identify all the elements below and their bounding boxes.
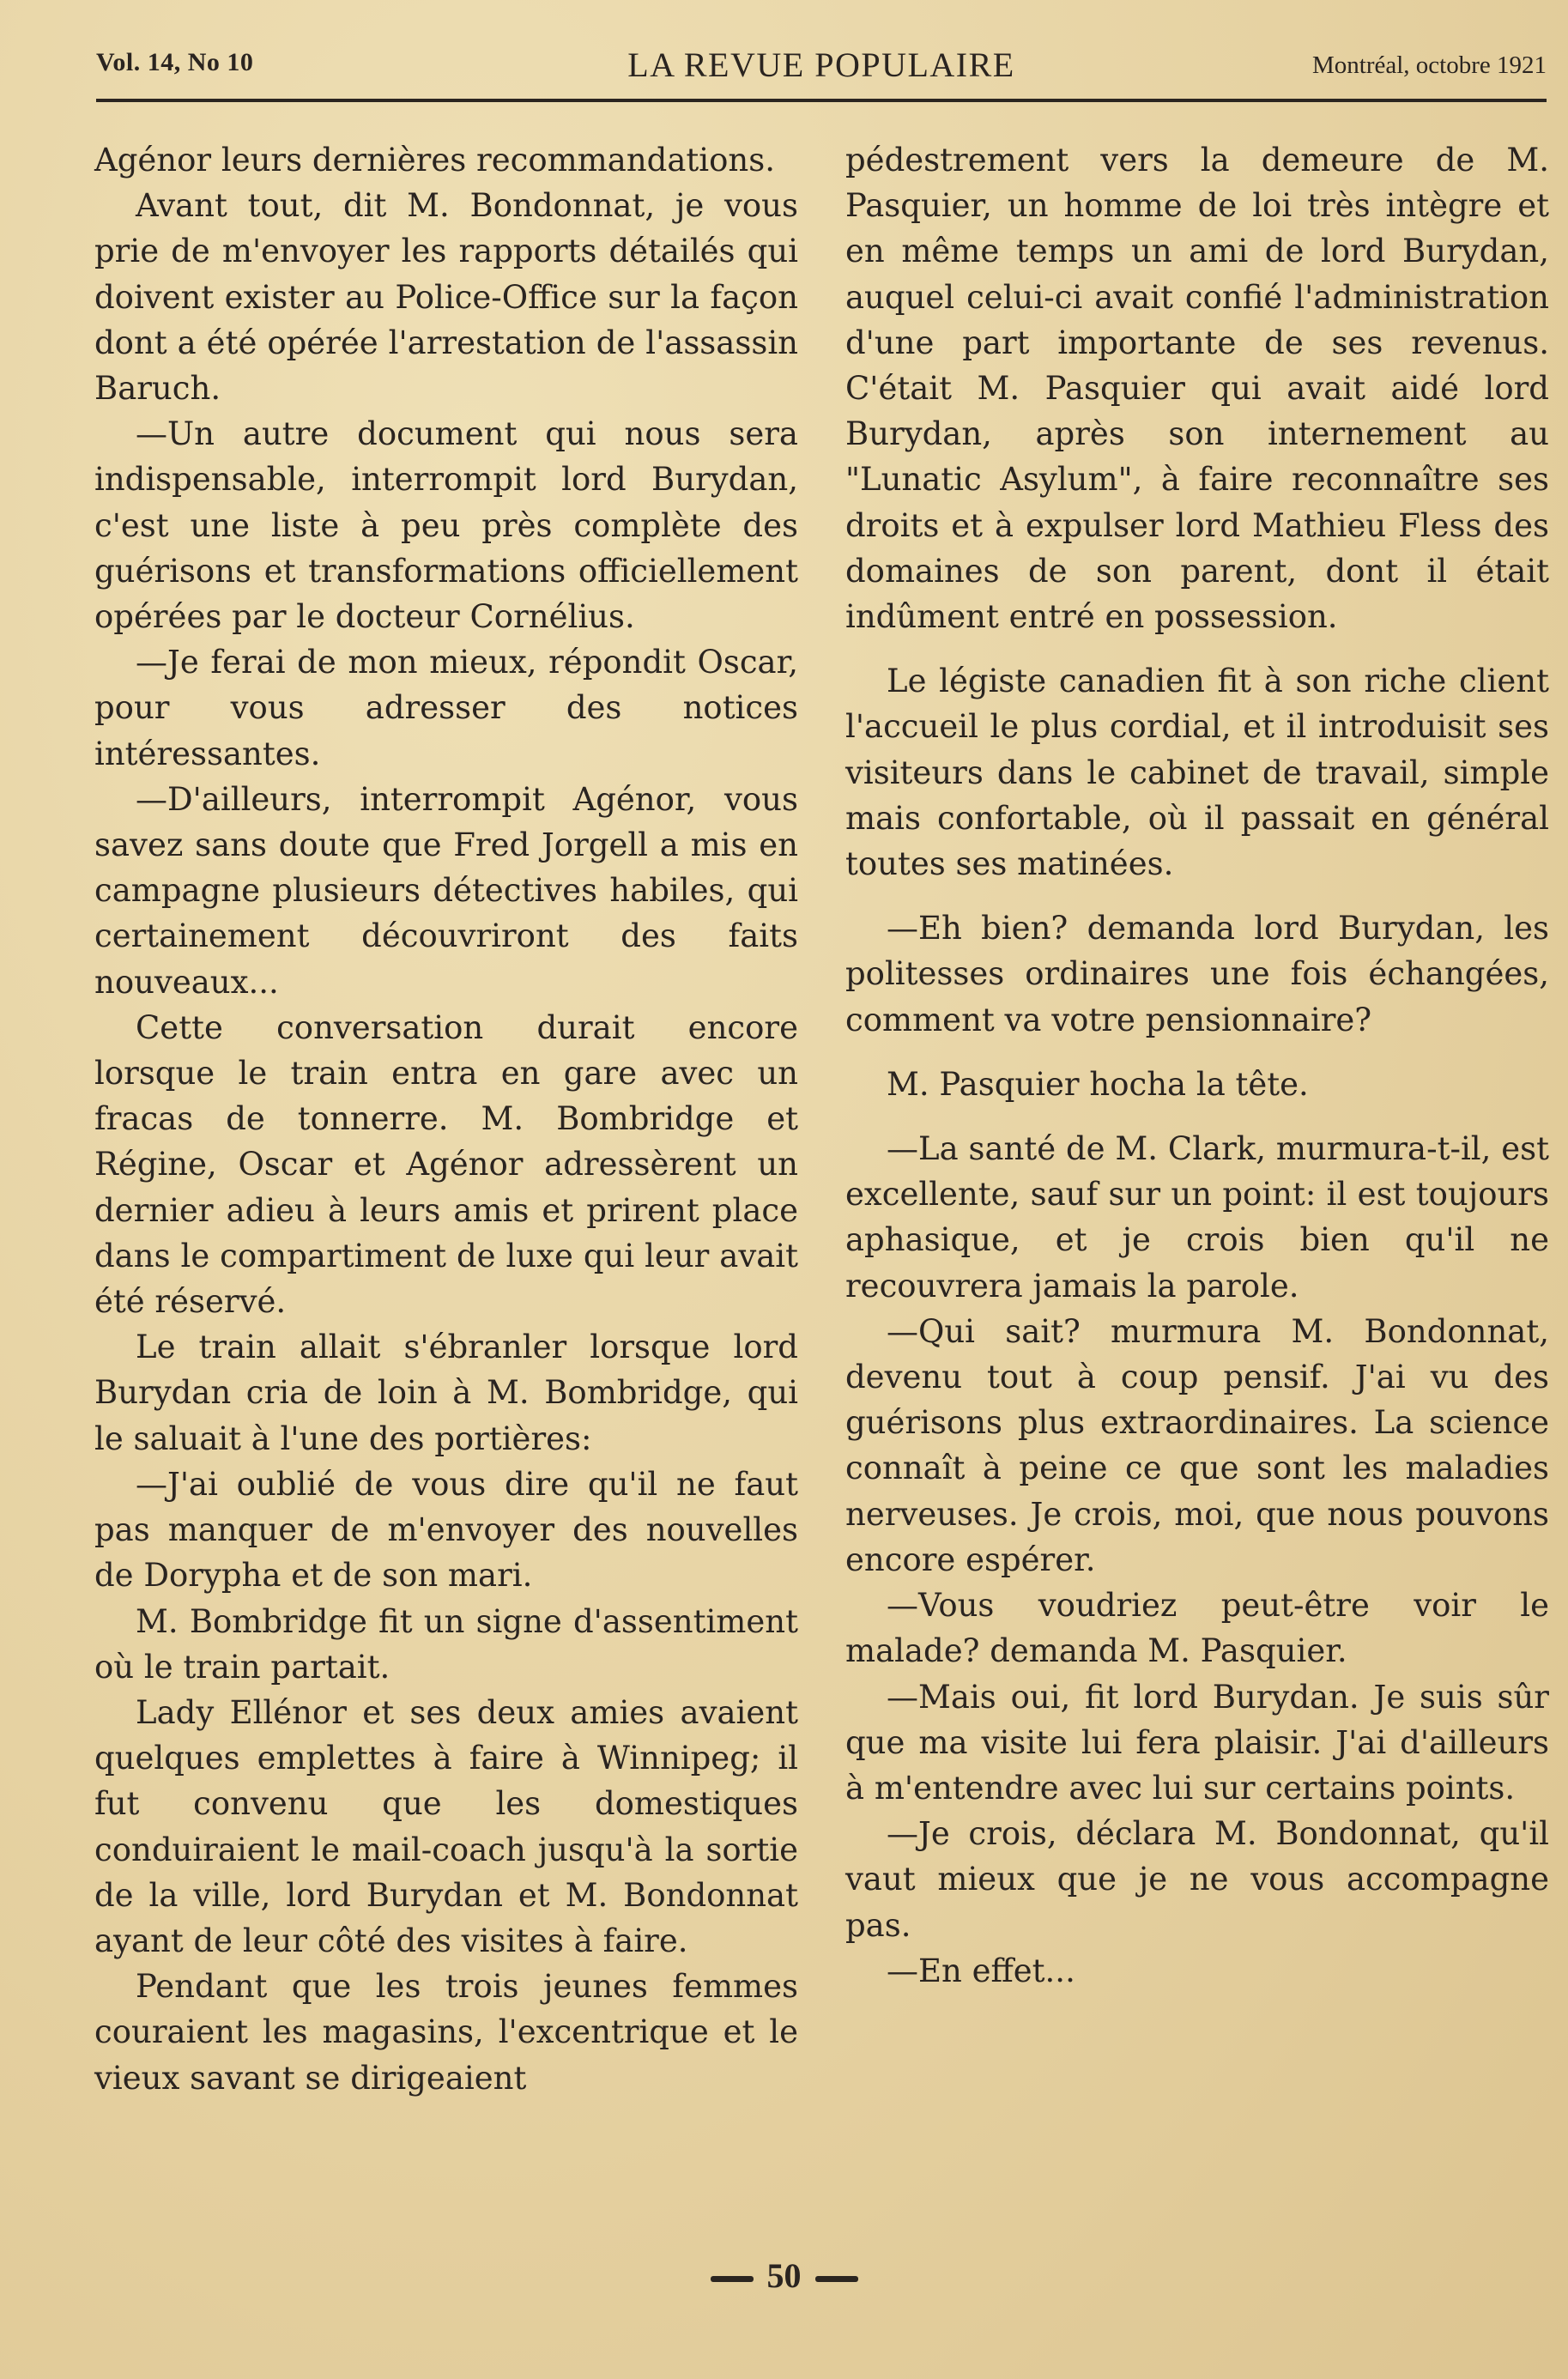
publication-title: LA REVUE POPULAIRE	[627, 45, 1015, 84]
paragraph: Le légiste canadien fit à son riche client l'accueil le plus cordial, et il introduisit ses visiteurs dans le cabinet de travail, simple mais confortable, où il passait en général toutes ses matinées.	[845, 663, 1549, 883]
paragraph: —Eh bien? demanda lord Burydan, les politesses ordinaires une fois échangées, comment va votre pensionnaire?	[845, 910, 1549, 1038]
paragraph: M. Pasquier hocha la tête.	[887, 1065, 1309, 1103]
volume-issue: Vol. 14, No 10	[96, 48, 254, 76]
paragraph: pédestrement vers la demeure de M. Pasquier, un homme de loi très intègre et en même temps un ami de lord Burydan, auquel celui-ci avait confié l'administration d'une part importante de ses revenus. C'était M. Pasquier qui avait aidé lord Burydan, après son internement au "Lunatic Asylum", à faire reconnaître ses droits et à expulser lord Mathieu Fless des domaines de son parent, dont il était indûment entré en possession.	[845, 142, 1549, 636]
paragraph: —J'ai oublié de vous dire qu'il ne faut pas manquer de m'envoyer des nouvelles de Dorypha et de son mari.	[94, 1465, 798, 1595]
right-column	[845, 137, 1549, 1994]
paragraph: M. Bombridge fit un signe d'assentiment où le train partait.	[94, 1602, 798, 1686]
header-rule	[96, 99, 1547, 102]
paragraph: —Un autre document qui nous sera indispensable, interrompit lord Burydan, c'est une liste à peu près complète des guérisons et transformations officiellement opérées par le docteur Cornélius.	[94, 415, 798, 636]
paragraph: —Je crois, déclara M. Bondonnat, qu'il vaut mieux que je ne vous accompagne pas.	[845, 1815, 1549, 1944]
paragraph: —Je ferai de mon mieux, répondit Oscar, pour vous adresser des notices intéressantes.	[94, 644, 798, 772]
paragraph: Le train allait s'ébranler lorsque lord Burydan cria de loin à M. Bombridge, qui le saluait à l'une des portières:	[94, 1329, 798, 1457]
paragraph: —Mais oui, fit lord Burydan. Je suis sûr que ma visite lui fera plaisir. J'ai d'ailleurs à m'entendre avec lui sur certains points.	[845, 1678, 1549, 1807]
left-dash	[711, 2276, 754, 2282]
left-column	[94, 137, 798, 2101]
page-footer	[0, 2255, 1568, 2296]
paragraph: —D'ailleurs, interrompit Agénor, vous savez sans doute que Fred Jorgell a mis en campagne plusieurs détectives habiles, qui certainement découvriront des faits nouveaux...	[94, 780, 798, 1001]
paragraph: —Qui sait? murmura M. Bondonnat, devenu tout à coup pensif. J'ai vu des guérisons plus extraordinaires. La science connaît à peine ce que sont les maladies nerveuses. Je crois, moi, que nous pouvons encore espérer.	[845, 1312, 1549, 1578]
paragraph: —Vous voudriez peut-être voir le malade? demanda M. Pasquier.	[845, 1587, 1549, 1670]
running-header	[96, 45, 1547, 88]
paragraph: Cette conversation durait encore lorsque le train entra en gare avec un fracas de tonnerre. M. Bombridge et Régine, Oscar et Agénor adressèrent un dernier adieu à leurs amis et prirent place dans le compartiment de luxe qui leur avait été réservé.	[94, 1008, 798, 1321]
paragraph: Agénor leurs dernières recommandations.	[94, 142, 775, 179]
paragraph: —La santé de M. Clark, murmura-t-il, est excellente, sauf sur un point: il est toujours aphasique, et je crois bien qu'il ne recouvrera jamais la parole.	[845, 1130, 1549, 1305]
page-number: 50	[766, 2256, 802, 2295]
place-date: Montréal, octobre 1921	[1311, 51, 1547, 79]
paragraph: —En effet...	[887, 1952, 1075, 1989]
paragraph: Avant tout, dit M. Bondonnat, je vous prie de m'envoyer les rapports détailés qui doivent exister au Police-Office sur la façon dont a été opérée l'arrestation de l'assassin Baruch.	[94, 187, 798, 408]
paragraph: Pendant que les trois jeunes femmes couraient les magasins, l'excentrique et le vieux savant se dirigeaient	[94, 1968, 798, 2097]
right-dash	[815, 2276, 858, 2282]
paragraph: Lady Ellénor et ses deux amies avaient quelques emplettes à faire à Winnipeg; il fut convenu que les domestiques conduiraient le mail-coach jusqu'à la sortie de la ville, lord Burydan et M. Bondonnat ayant de leur côté des visites à faire.	[94, 1693, 798, 1959]
